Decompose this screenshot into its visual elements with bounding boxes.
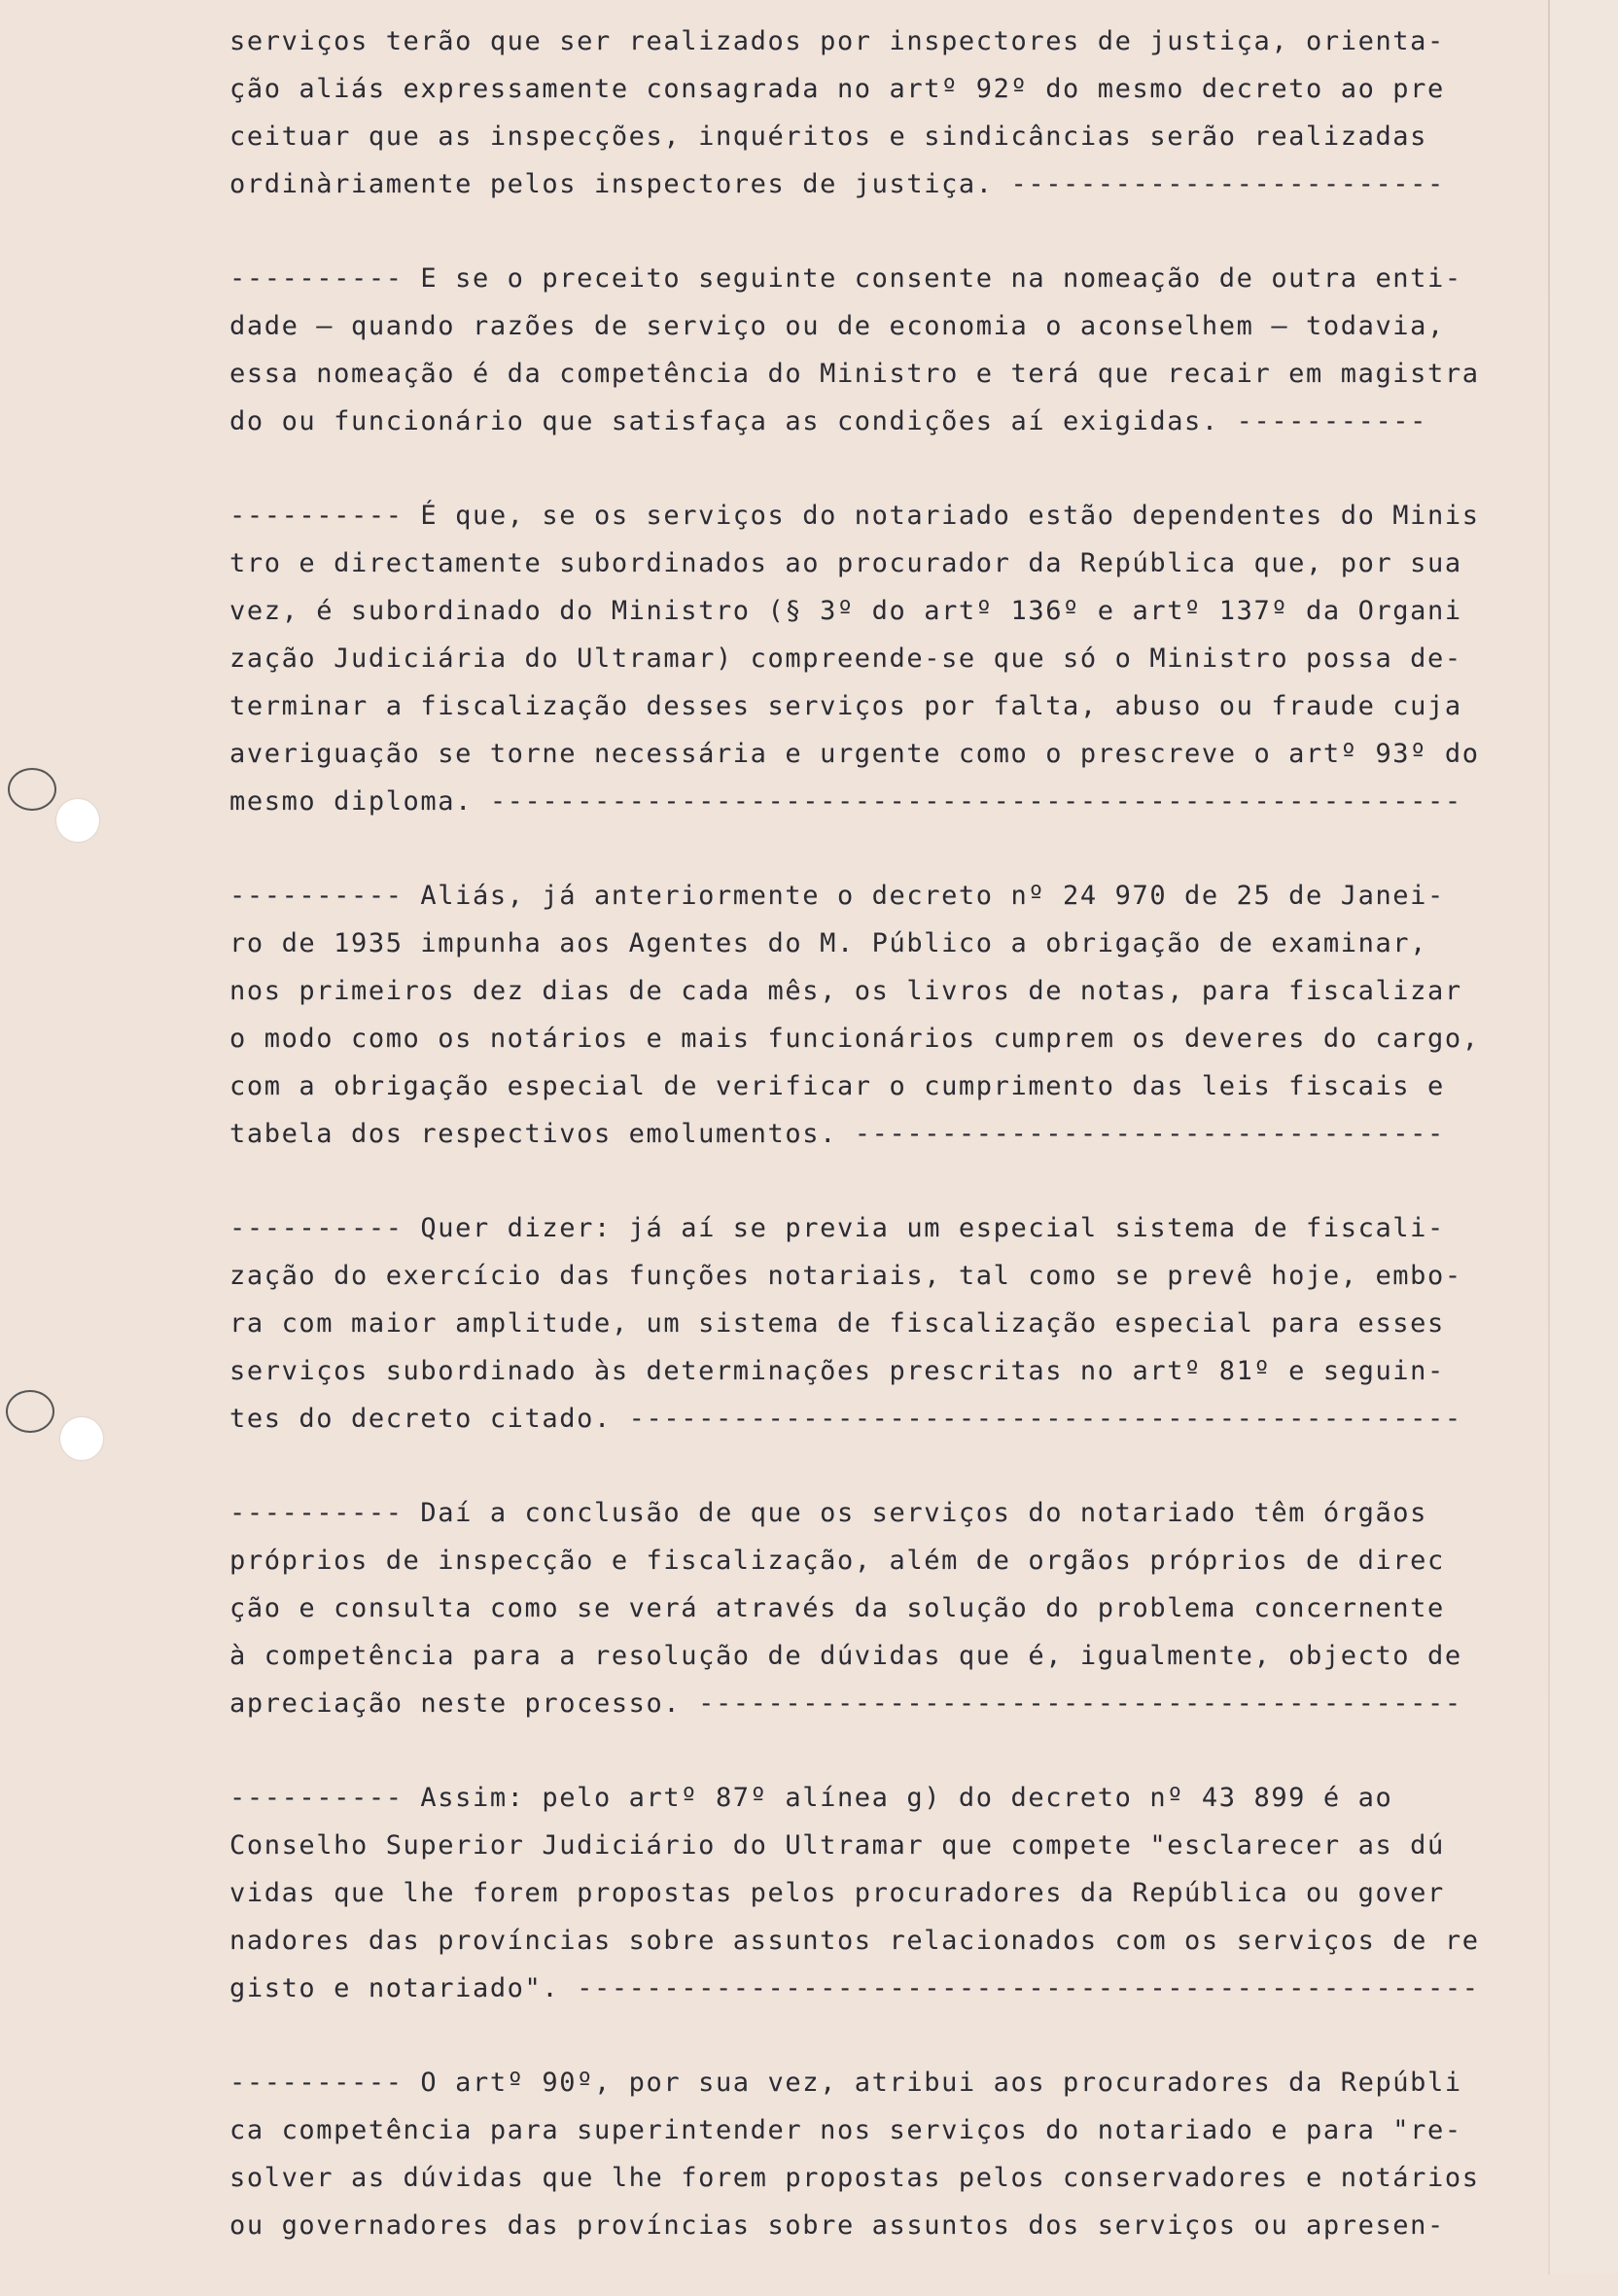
paragraph-decreto-1935 xyxy=(229,872,1523,1158)
text-line: ção e consulta como se verá através da solução do problema concernente xyxy=(229,1593,1445,1623)
text-line: do ou funcionário que satisfaça as condições aí exigidas. ----------- xyxy=(229,406,1428,436)
text-line: zação Judiciária do Ultramar) compreende-se que só o Ministro possa de- xyxy=(229,644,1462,674)
text-line: ---------- Daí a conclusão de que os serviços do notariado têm órgãos xyxy=(229,1498,1428,1528)
text-line: ção aliás expressamente consagrada no artº 92º do mesmo decreto ao pre xyxy=(229,74,1445,104)
text-line: tes do decreto citado. ------------------------------------------------ xyxy=(229,1404,1462,1434)
text-line: ---------- O artº 90º, por sua vez, atribui aos procuradores da Repúbli xyxy=(229,2068,1462,2098)
text-line: dade — quando razões de serviço ou de economia o aconselhem — todavia, xyxy=(229,311,1445,341)
text-line: com a obrigação especial de verificar o cumprimento das leis fiscais e xyxy=(229,1071,1445,1101)
text-line: serviços subordinado às determinações prescritas no artº 81º e seguin- xyxy=(229,1356,1445,1386)
text-line: ---------- É que, se os serviços do notariado estão dependentes do Minis xyxy=(229,501,1480,531)
text-line: solver as dúvidas que lhe forem propostas pelos conservadores e notários xyxy=(229,2163,1480,2193)
text-line: ---------- E se o preceito seguinte consente na nomeação de outra enti- xyxy=(229,263,1462,294)
text-line: ordinàriamente pelos inspectores de justiça. ------------------------- xyxy=(229,169,1445,199)
text-line: averiguação se torne necessária e urgente como o prescreve o artº 93º do xyxy=(229,739,1480,769)
text-line: mesmo diploma. -------------------------------------------------------- xyxy=(229,786,1462,817)
text-line: Conselho Superior Judiciário do Ultramar que compete "esclarecer as dú xyxy=(229,1830,1445,1861)
punch-hole-upper xyxy=(56,799,99,842)
text-line: ---------- Aliás, já anteriormente o decreto nº 24 970 de 25 de Janei- xyxy=(229,881,1445,911)
paragraph-quer-dizer xyxy=(229,1204,1523,1443)
text-line: ra com maior amplitude, um sistema de fiscalização especial para esses xyxy=(229,1308,1445,1339)
punch-hole-ring-upper xyxy=(8,768,56,811)
text-line: nadores das províncias sobre assuntos relacionados com os serviços de re xyxy=(229,1926,1480,1956)
typed-document-body xyxy=(229,17,1523,2296)
text-line: à competência para a resolução de dúvidas que é, igualmente, objecto de xyxy=(229,1641,1462,1671)
text-line: próprios de inspecção e fiscalização, além de orgãos próprios de direc xyxy=(229,1546,1445,1576)
text-line: tabela dos respectivos emolumentos. ---------------------------------- xyxy=(229,1119,1445,1149)
punch-hole-lower xyxy=(60,1417,103,1460)
text-line: gisto e notariado". ---------------------------------------------------- xyxy=(229,1973,1480,2003)
text-line: vidas que lhe forem propostas pelos procuradores da República ou gover xyxy=(229,1878,1445,1908)
text-line: ceituar que as inspecções, inquéritos e sindicâncias serão realizadas xyxy=(229,122,1428,152)
paragraph-artigo-87 xyxy=(229,1774,1523,2012)
paragraph-artigo-90 xyxy=(229,2059,1523,2249)
text-line: o modo como os notários e mais funcionários cumprem os deveres do cargo, xyxy=(229,1024,1480,1054)
text-line: nos primeiros dez dias de cada mês, os livros de notas, para fiscalizar xyxy=(229,976,1462,1006)
text-line: apreciação neste processo. -------------------------------------------- xyxy=(229,1688,1462,1719)
text-line: zação do exercício das funções notariais, tal como se prevê hoje, embo- xyxy=(229,1261,1462,1291)
paragraph-servicos-notariado xyxy=(229,492,1523,825)
text-line: tro e directamente subordinados ao procurador da República que, por sua xyxy=(229,548,1462,578)
paper-right-margin xyxy=(1550,0,1618,2275)
text-line: ---------- Quer dizer: já aí se previa um especial sistema de fiscali- xyxy=(229,1213,1445,1243)
text-line: terminar a fiscalização desses serviços por falta, abuso ou fraude cuja xyxy=(229,691,1462,721)
paper-fold-line xyxy=(1548,0,1550,2275)
paragraph-inspectores xyxy=(229,17,1523,208)
paragraph-conclusao xyxy=(229,1489,1523,1727)
punch-hole-ring-lower xyxy=(6,1390,54,1433)
text-line: serviços terão que ser realizados por inspectores de justiça, orienta- xyxy=(229,26,1445,56)
text-line: vez, é subordinado do Ministro (§ 3º do artº 136º e artº 137º da Organi xyxy=(229,596,1462,626)
text-line: ro de 1935 impunha aos Agentes do M. Público a obrigação de examinar, xyxy=(229,928,1428,958)
text-line: ---------- Assim: pelo artº 87º alínea g) do decreto nº 43 899 é ao xyxy=(229,1783,1393,1813)
text-line: essa nomeação é da competência do Ministro e terá que recair em magistra xyxy=(229,359,1480,389)
text-line: ca competência para superintender nos serviços do notariado e para "re- xyxy=(229,2115,1462,2145)
paragraph-nomeacao xyxy=(229,255,1523,445)
text-line: ou governadores das províncias sobre assuntos dos serviços ou apresen- xyxy=(229,2210,1445,2241)
